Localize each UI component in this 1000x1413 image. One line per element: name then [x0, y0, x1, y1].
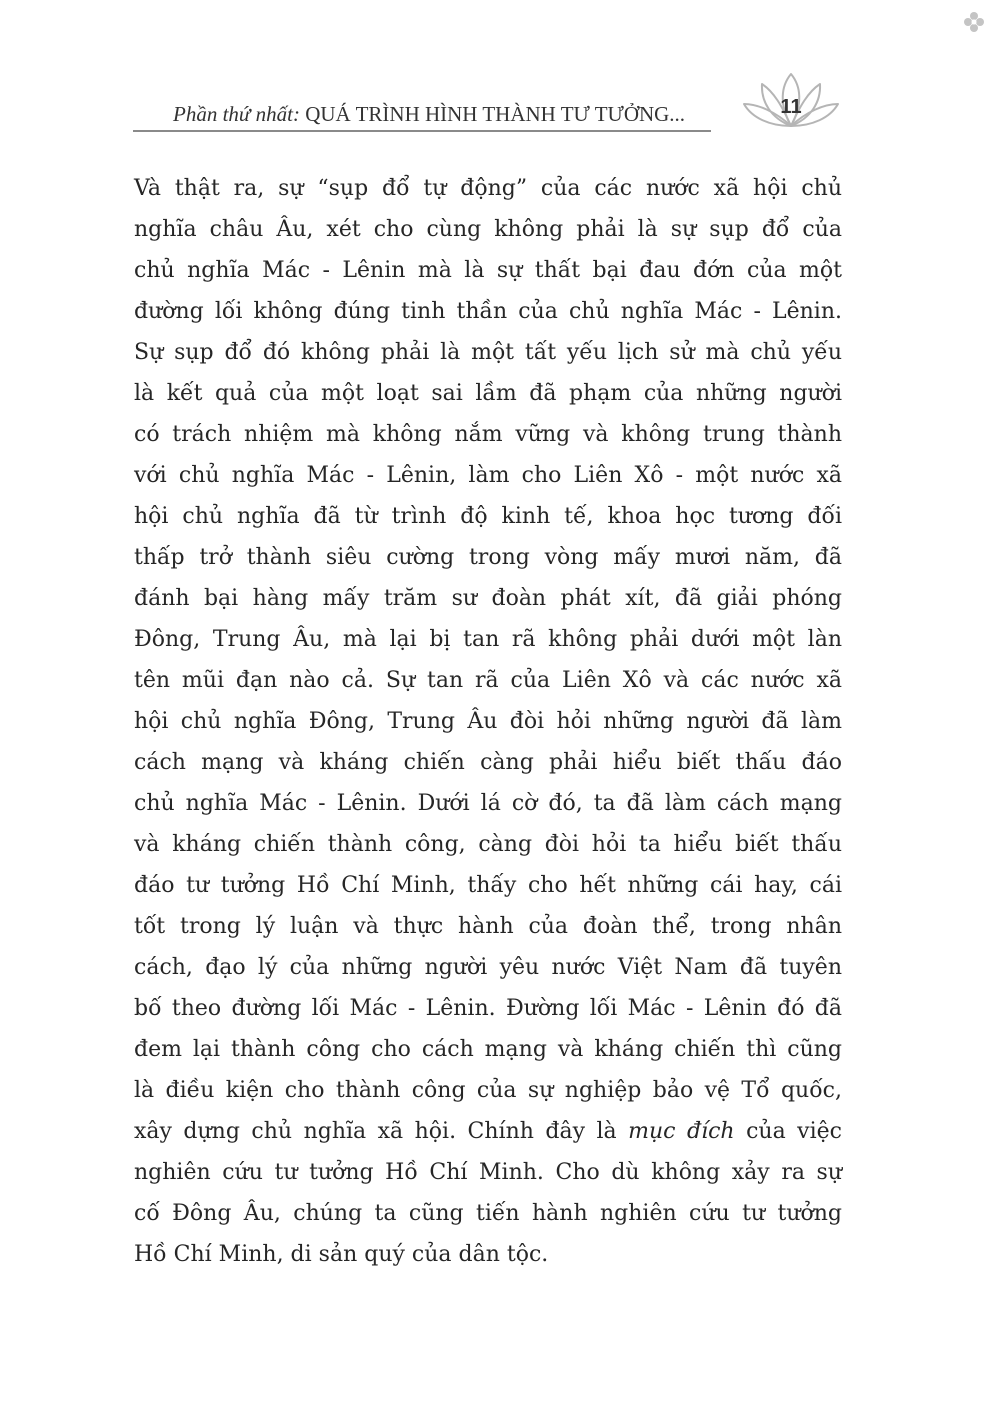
text-line: đường lối không đúng tinh thần của chủ nghĩa Mác - Lênin. — [134, 299, 842, 324]
header-rule — [133, 130, 711, 132]
body-paragraph — [134, 168, 842, 1275]
text-line: với chủ nghĩa Mác - Lênin, làm cho Liên Xô - một nước xã — [134, 463, 842, 488]
corner-flower-icon — [962, 10, 986, 34]
text-line: nghĩa châu Âu, xét cho cùng không phải là sự sụp đổ của — [134, 217, 842, 242]
text-line: tên mũi đạn nào cả. Sự tan rã của Liên Xô và các nước xã — [134, 668, 842, 693]
text-line: có trách nhiệm mà không nắm vững và không trung thành — [134, 422, 842, 447]
header-part-label: Phần thứ nhất: — [173, 102, 300, 126]
text-line: là kết quả của một loạt sai lầm đã phạm của những người — [134, 381, 842, 406]
text-line: Và thật ra, sự “sụp đổ tự động” của các nước xã hội chủ — [134, 176, 842, 201]
text-line: đáo tư tưởng Hồ Chí Minh, thấy cho hết những cái hay, cái — [134, 873, 842, 898]
text-segment: của việc — [734, 1119, 842, 1144]
running-header — [133, 100, 713, 134]
text-line: hội chủ nghĩa Đông, Trung Âu đòi hỏi những người đã làm — [134, 709, 842, 734]
text-line: và kháng chiến thành công, càng đòi hỏi ta hiểu biết thấu — [134, 832, 842, 857]
text-line: cách, đạo lý của những người yêu nước Việt Nam đã tuyên — [134, 955, 842, 980]
text-line: Hồ Chí Minh, di sản quý của dân tộc. — [134, 1242, 549, 1267]
text-line: chủ nghĩa Mác - Lênin. Dưới lá cờ đó, ta đã làm cách mạng — [134, 791, 842, 816]
text-line-with-emphasis — [134, 1111, 842, 1152]
header-section-title: QUÁ TRÌNH HÌNH THÀNH TƯ TƯỞNG... — [299, 102, 686, 126]
text-line: đánh bại hàng mấy trăm sư đoàn phát xít, đã giải phóng — [134, 586, 842, 611]
text-line: là điều kiện cho thành công của sự nghiệp bảo vệ Tổ quốc, — [134, 1078, 842, 1103]
header-title — [173, 102, 685, 127]
text-line: Đông, Trung Âu, mà lại bị tan rã không phải dưới một làn — [134, 627, 842, 652]
text-line: hội chủ nghĩa đã từ trình độ kinh tế, khoa học tương đối — [134, 504, 842, 529]
emphasis-text: mục đích — [628, 1119, 735, 1144]
text-line: nghiên cứu tư tưởng Hồ Chí Minh. Cho dù không xảy ra sự — [134, 1160, 842, 1185]
text-line: đem lại thành công cho cách mạng và kháng chiến thì cũng — [134, 1037, 842, 1062]
text-line: cố Đông Âu, chúng ta cũng tiến hành nghiên cứu tư tưởng — [134, 1201, 842, 1226]
text-line: tốt trong lý luận và thực hành của đoàn thể, trong nhân — [134, 914, 842, 939]
text-segment: xây dựng chủ nghĩa xã hội. Chính đây là — [134, 1119, 629, 1144]
text-line: chủ nghĩa Mác - Lênin mà là sự thất bại đau đớn của một — [134, 258, 842, 283]
text-line: cách mạng và kháng chiến càng phải hiểu biết thấu đáo — [134, 750, 842, 775]
text-line: thấp trở thành siêu cường trong vòng mấy mươi năm, đã — [134, 545, 842, 570]
text-line: Sự sụp đổ đó không phải là một tất yếu lịch sử mà chủ yếu — [134, 340, 842, 365]
text-line: bố theo đường lối Mác - Lênin. Đường lối Mác - Lênin đó đã — [134, 996, 842, 1021]
page-number: 11 — [780, 96, 802, 118]
